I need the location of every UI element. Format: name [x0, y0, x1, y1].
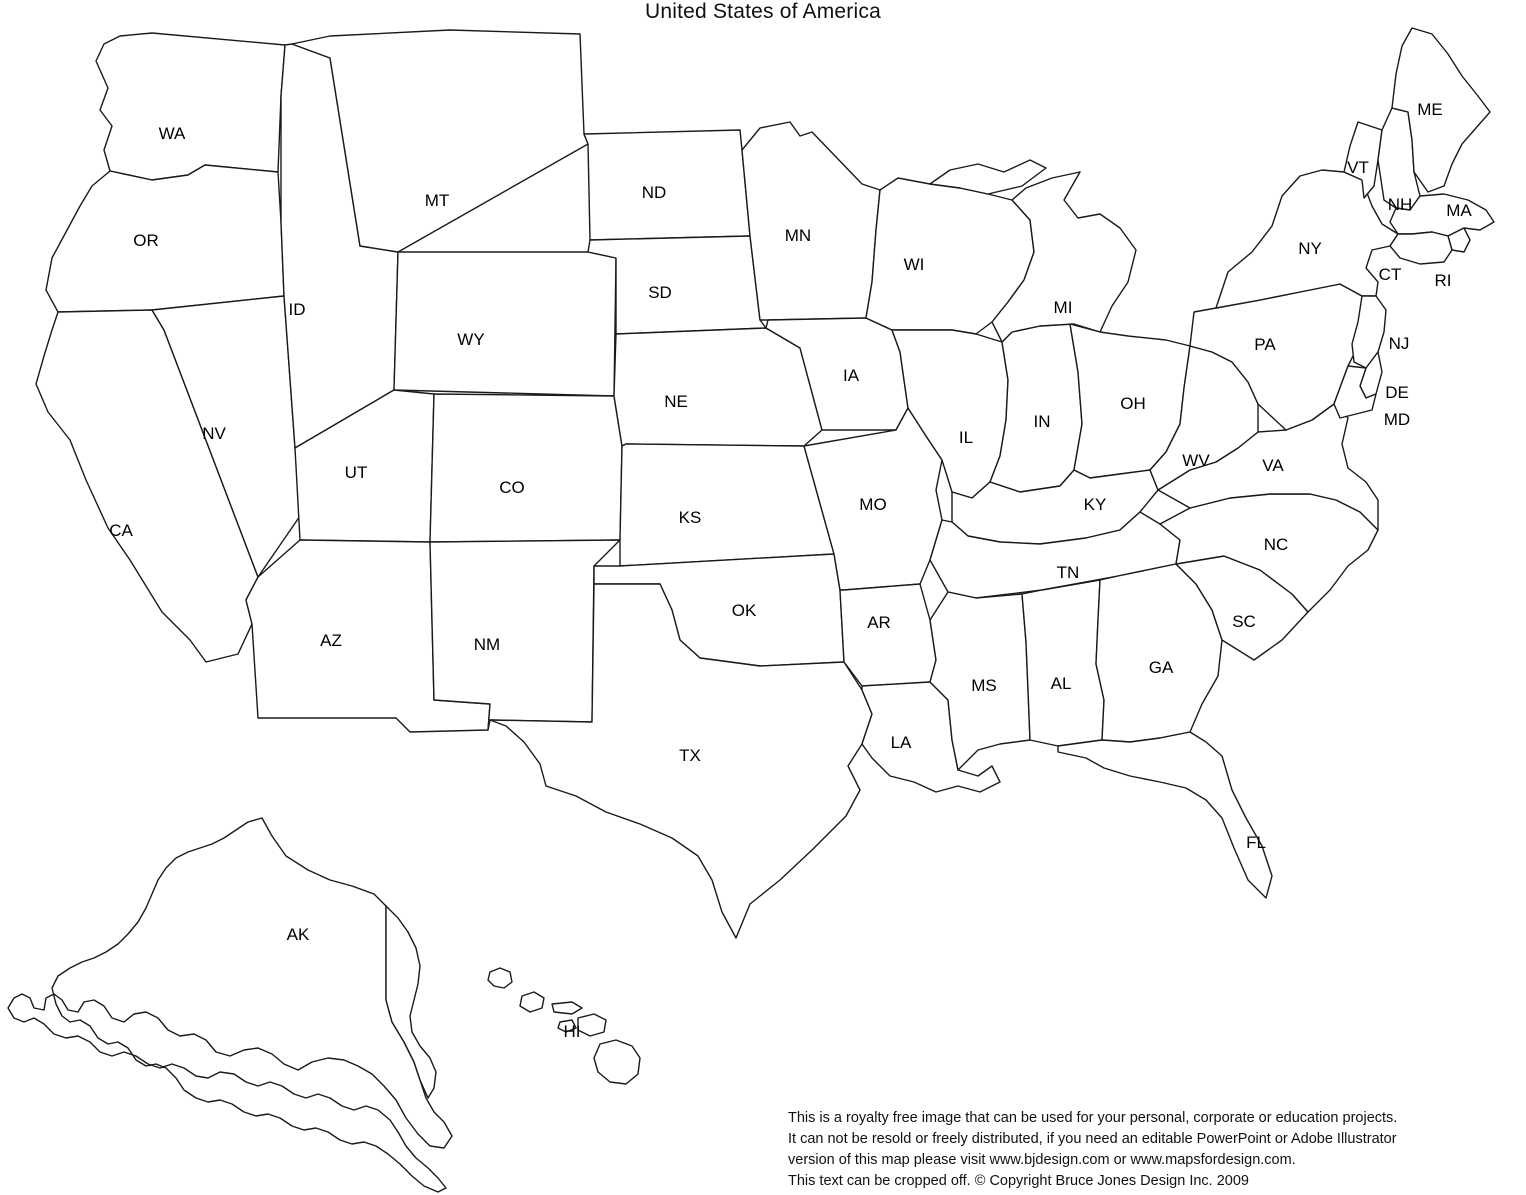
state-wa[interactable]	[96, 33, 285, 180]
state-label-sc: SC	[1232, 612, 1256, 631]
state-label-ut: UT	[344, 463, 368, 482]
state-hi-oahu[interactable]	[520, 992, 544, 1012]
state-label-ct: CT	[1378, 265, 1402, 284]
state-label-nm: NM	[473, 635, 501, 654]
state-label-ca: CA	[109, 521, 133, 540]
state-label-ri: RI	[1434, 271, 1452, 290]
state-label-fl: FL	[1246, 833, 1266, 852]
state-ct[interactable]	[1390, 232, 1452, 264]
state-ak[interactable]	[8, 818, 452, 1192]
state-label-nv: NV	[202, 424, 226, 443]
state-label-mo: MO	[859, 495, 887, 514]
state-label-ar: AR	[867, 613, 891, 632]
state-fl[interactable]	[1058, 732, 1272, 898]
state-label-wy: WY	[457, 330, 485, 349]
state-label-az: AZ	[320, 631, 342, 650]
state-hi-maui[interactable]	[578, 1014, 606, 1036]
state-label-mn: MN	[784, 226, 812, 245]
state-label-or: OR	[133, 231, 159, 250]
state-label-wv: WV	[1182, 451, 1210, 470]
state-nd[interactable]	[584, 130, 750, 240]
state-label-va: VA	[1262, 456, 1284, 475]
state-label-mt: MT	[424, 191, 450, 210]
page-title: United States of America	[645, 0, 881, 23]
state-label-me: ME	[1417, 100, 1443, 119]
state-label-de: DE	[1385, 383, 1409, 402]
state-wy[interactable]	[394, 252, 616, 396]
state-label-nc: NC	[1263, 535, 1289, 554]
state-ne[interactable]	[614, 328, 822, 446]
state-label-in: IN	[1033, 412, 1051, 431]
state-label-nj: NJ	[1388, 334, 1410, 353]
state-label-il: IL	[958, 428, 974, 447]
state-label-la: LA	[890, 733, 912, 752]
state-label-hi: HI	[563, 1022, 581, 1041]
state-co[interactable]	[430, 394, 622, 542]
state-label-md: MD	[1383, 410, 1411, 429]
state-label-nd: ND	[641, 183, 667, 202]
state-hi-bigisland[interactable]	[594, 1040, 640, 1084]
credit-line-4: This text can be cropped off. © Copyright Bruce Jones Design Inc. 2009	[788, 1173, 1249, 1189]
state-label-mi: MI	[1053, 298, 1073, 317]
credit-line-3: version of this map please visit www.bjdesign.com or www.mapsfordesign.com.	[788, 1152, 1296, 1168]
state-hi-molokai[interactable]	[552, 1002, 582, 1014]
state-label-tn: TN	[1056, 563, 1080, 582]
state-label-ms: MS	[971, 676, 997, 695]
credit-line-2: It can not be resold or freely distributed, if you need an editable PowerPoint or Adobe Illustrator	[788, 1131, 1397, 1147]
state-label-ky: KY	[1083, 495, 1107, 514]
state-label-oh: OH	[1120, 394, 1146, 413]
state-label-ga: GA	[1148, 658, 1174, 677]
state-mn[interactable]	[742, 122, 880, 320]
state-label-pa: PA	[1254, 335, 1276, 354]
state-label-ks: KS	[678, 508, 702, 527]
state-label-nh: NH	[1387, 195, 1413, 214]
state-label-id: ID	[288, 300, 306, 319]
state-label-ny: NY	[1298, 239, 1322, 258]
state-label-co: CO	[499, 478, 525, 497]
state-or[interactable]	[46, 165, 284, 312]
state-label-sd: SD	[648, 283, 672, 302]
state-label-ok: OK	[731, 601, 757, 620]
state-label-wi: WI	[903, 255, 925, 274]
credit-line-1: This is a royalty free image that can be used for your personal, corporate or education projects.	[788, 1110, 1398, 1126]
state-label-al: AL	[1050, 674, 1072, 693]
state-label-ma: MA	[1446, 201, 1472, 220]
state-label-wa: WA	[158, 124, 186, 143]
state-ks[interactable]	[620, 444, 834, 566]
state-label-ne: NE	[664, 392, 688, 411]
state-al[interactable]	[1022, 580, 1104, 746]
copyright-notice	[788, 1108, 1508, 1192]
state-hi-kauai[interactable]	[488, 968, 512, 988]
state-label-vt: VT	[1347, 158, 1369, 177]
state-nm[interactable]	[430, 540, 620, 730]
state-label-ak: AK	[286, 925, 310, 944]
state-ar[interactable]	[840, 584, 936, 686]
state-label-ia: IA	[842, 366, 860, 385]
state-label-tx: TX	[679, 746, 701, 765]
